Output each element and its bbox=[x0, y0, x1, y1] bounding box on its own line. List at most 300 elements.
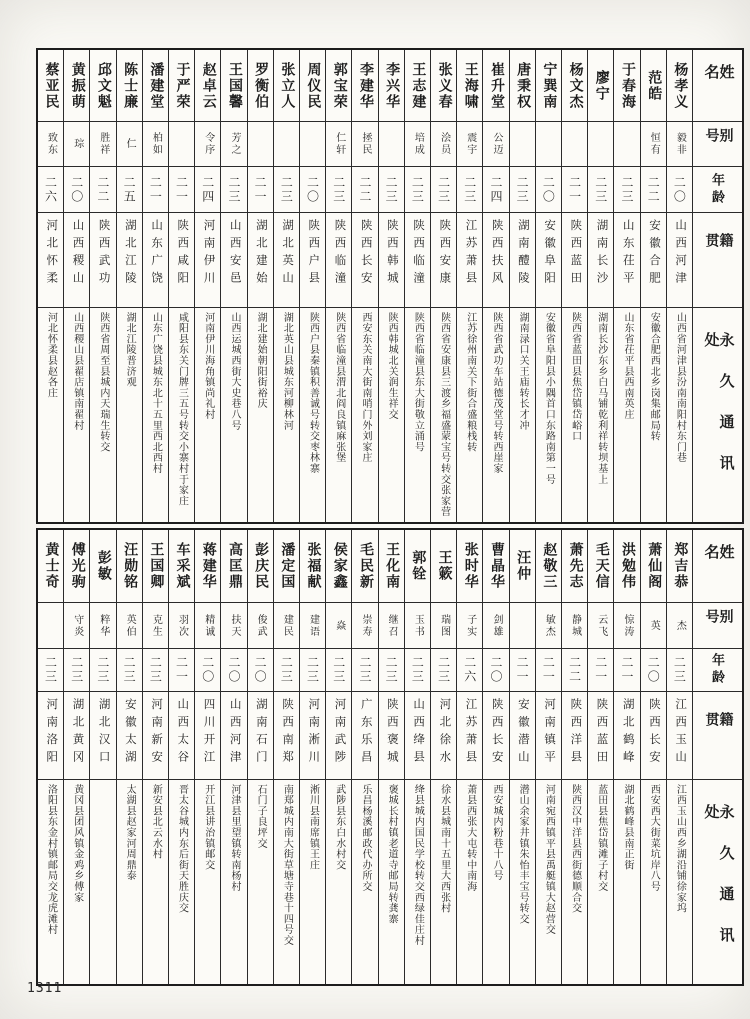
name-cell bbox=[169, 50, 194, 122]
alias-cell bbox=[457, 122, 482, 167]
age-cell bbox=[352, 167, 377, 213]
address-cell bbox=[64, 780, 89, 984]
entry-column bbox=[89, 530, 115, 984]
entry-column bbox=[38, 530, 63, 984]
name-cell bbox=[405, 530, 430, 603]
address-text: 乐昌杨溪邮政代办所交 bbox=[359, 784, 371, 892]
native-cell bbox=[483, 213, 508, 308]
alias-cell bbox=[641, 122, 666, 167]
native-text: 山西河津 bbox=[674, 219, 687, 289]
age-text: 二六 bbox=[462, 656, 477, 684]
name-text: 李建华 bbox=[357, 61, 373, 110]
entry-column bbox=[482, 530, 508, 984]
native-cell bbox=[117, 692, 142, 780]
age-cell bbox=[457, 167, 482, 213]
address-cell bbox=[352, 780, 377, 984]
native-cell bbox=[300, 213, 325, 308]
address-cell bbox=[614, 308, 639, 522]
age-cell bbox=[274, 649, 299, 692]
age-cell bbox=[510, 167, 535, 213]
address-cell bbox=[562, 780, 587, 984]
address-cell bbox=[274, 308, 299, 522]
age-text: 二二 bbox=[357, 175, 372, 204]
header-native-label: 籍贯 bbox=[703, 712, 733, 750]
alias-cell bbox=[169, 603, 194, 649]
name-cell bbox=[667, 530, 692, 603]
alias-cell bbox=[431, 122, 456, 167]
age-text: 二三 bbox=[515, 175, 530, 204]
address-cell bbox=[300, 308, 325, 522]
age-cell bbox=[379, 167, 404, 213]
age-text: 二一 bbox=[567, 175, 582, 204]
age-text: 二三 bbox=[357, 656, 372, 684]
name-cell bbox=[274, 50, 299, 122]
age-text: 二三 bbox=[462, 175, 477, 204]
age-text: 二二 bbox=[646, 175, 661, 204]
entry-column bbox=[456, 530, 482, 984]
name-text: 潘建堂 bbox=[148, 61, 164, 110]
name-cell bbox=[562, 50, 587, 122]
age-text: 二〇 bbox=[488, 656, 503, 684]
name-text: 萧先志 bbox=[567, 542, 583, 590]
address-text: 洛阳县东金村镇邮局交龙虎滩村 bbox=[45, 784, 57, 936]
address-text: 黄冈县团风镇金鸡乡傅家 bbox=[71, 784, 83, 903]
native-cell bbox=[483, 692, 508, 780]
address-cell bbox=[248, 308, 273, 522]
age-cell bbox=[221, 649, 246, 692]
native-cell bbox=[64, 213, 89, 308]
name-cell bbox=[221, 530, 246, 603]
alias-text: 令序 bbox=[202, 132, 214, 156]
native-cell bbox=[667, 692, 692, 780]
header-address-cell bbox=[693, 780, 742, 984]
address-text: 山东广饶县城东北十五里西北西村 bbox=[150, 312, 162, 474]
native-cell bbox=[431, 692, 456, 780]
entry-column bbox=[168, 50, 194, 522]
name-text: 于严荣 bbox=[174, 61, 190, 110]
header-column bbox=[692, 530, 742, 984]
name-text: 赵卓云 bbox=[200, 61, 216, 110]
address-text: 江苏徐州南关下街合盛粮栈转 bbox=[464, 312, 476, 453]
address-text: 绛县城内国民学校转交西绿佳庄村 bbox=[412, 784, 424, 946]
address-cell bbox=[352, 308, 377, 522]
native-cell bbox=[248, 213, 273, 308]
age-cell bbox=[38, 649, 63, 692]
age-text: 二三 bbox=[43, 656, 58, 684]
native-text: 陕西长安 bbox=[359, 219, 372, 289]
alias-text: 胜祥 bbox=[97, 132, 109, 156]
age-cell bbox=[431, 167, 456, 213]
name-cell bbox=[143, 530, 168, 603]
alias-text: 浍员 bbox=[438, 132, 450, 156]
header-address-cell bbox=[693, 308, 742, 522]
address-text: 河南宛西镇平县禹艇镇大赵营交 bbox=[543, 784, 555, 936]
native-cell bbox=[38, 213, 63, 308]
address-cell bbox=[562, 308, 587, 522]
address-text: 新安县北云水村 bbox=[150, 784, 162, 860]
age-cell bbox=[221, 167, 246, 213]
native-text: 安徽潜山 bbox=[516, 698, 529, 768]
age-text: 二三 bbox=[148, 656, 163, 684]
alias-text: 培成 bbox=[412, 132, 424, 156]
entry-column bbox=[378, 530, 404, 984]
address-cell bbox=[588, 308, 613, 522]
age-cell bbox=[562, 649, 587, 692]
name-text: 潘定国 bbox=[279, 542, 295, 590]
address-cell bbox=[641, 780, 666, 984]
alias-text: 建语 bbox=[307, 613, 319, 638]
native-text: 湖南石门 bbox=[254, 698, 267, 768]
age-text: 二一 bbox=[174, 175, 189, 204]
entry-column bbox=[116, 530, 142, 984]
name-cell bbox=[431, 530, 456, 603]
entry-column bbox=[351, 530, 377, 984]
alias-cell bbox=[221, 122, 246, 167]
age-cell bbox=[90, 649, 115, 692]
address-text: 陕西省临潼县渭北阎良镇麻张堡 bbox=[333, 312, 345, 464]
name-text: 周仪民 bbox=[305, 61, 321, 110]
address-cell bbox=[536, 780, 561, 984]
name-text: 蒋建华 bbox=[200, 542, 216, 590]
age-text: 二〇 bbox=[200, 656, 215, 684]
header-alias-label: 别号 bbox=[703, 609, 733, 631]
alias-text: 仁 bbox=[124, 138, 136, 150]
header-native-cell bbox=[693, 692, 742, 780]
age-text: 二三 bbox=[279, 656, 294, 684]
native-text: 陕西武功 bbox=[97, 219, 110, 289]
alias-cell bbox=[169, 122, 194, 167]
native-text: 山西稷山 bbox=[71, 219, 84, 289]
age-cell bbox=[195, 167, 220, 213]
address-cell bbox=[326, 308, 351, 522]
entry-column bbox=[63, 50, 89, 522]
name-cell bbox=[614, 530, 639, 603]
address-cell bbox=[221, 308, 246, 522]
age-cell bbox=[169, 649, 194, 692]
native-cell bbox=[510, 213, 535, 308]
alias-text: 恒有 bbox=[648, 132, 660, 156]
address-cell bbox=[38, 308, 63, 522]
alias-cell bbox=[38, 603, 63, 649]
address-cell bbox=[117, 780, 142, 984]
age-text: 二六 bbox=[43, 175, 58, 204]
address-text: 西安东关南大街南哨门外刘家庄 bbox=[359, 312, 371, 464]
entry-column bbox=[613, 530, 639, 984]
native-text: 湖北汉口 bbox=[97, 698, 110, 768]
age-cell bbox=[614, 167, 639, 213]
address-cell bbox=[536, 308, 561, 522]
age-text: 二三 bbox=[331, 656, 346, 684]
native-cell bbox=[536, 692, 561, 780]
age-cell bbox=[667, 649, 692, 692]
address-cell bbox=[169, 780, 194, 984]
alias-cell bbox=[588, 603, 613, 649]
entry-column bbox=[378, 50, 404, 522]
alias-cell bbox=[326, 122, 351, 167]
entry-column bbox=[273, 50, 299, 522]
address-cell bbox=[248, 780, 273, 984]
native-text: 四川开江 bbox=[202, 698, 215, 768]
alias-text: 芳之 bbox=[228, 132, 240, 156]
header-native-label: 籍贯 bbox=[703, 233, 733, 271]
age-text: 二三 bbox=[593, 175, 608, 204]
name-cell bbox=[483, 530, 508, 603]
native-cell bbox=[195, 213, 220, 308]
age-text: 二三 bbox=[672, 656, 687, 684]
alias-cell bbox=[641, 603, 666, 649]
age-cell bbox=[117, 167, 142, 213]
age-text: 二一 bbox=[541, 656, 556, 684]
entry-column bbox=[299, 530, 325, 984]
name-text: 于春海 bbox=[619, 61, 635, 110]
alias-cell bbox=[64, 603, 89, 649]
entry-column bbox=[640, 530, 666, 984]
alias-text: 英伯 bbox=[124, 613, 136, 638]
native-text: 陕西长安 bbox=[490, 698, 503, 768]
name-text: 宁巽南 bbox=[541, 61, 557, 110]
native-cell bbox=[352, 213, 377, 308]
age-text: 二三 bbox=[122, 656, 137, 684]
age-cell bbox=[143, 649, 168, 692]
native-cell bbox=[431, 213, 456, 308]
entry-column bbox=[351, 50, 377, 522]
age-cell bbox=[352, 649, 377, 692]
entry-column bbox=[194, 530, 220, 984]
native-text: 山西太谷 bbox=[176, 698, 189, 768]
alias-cell bbox=[300, 603, 325, 649]
name-text: 唐秉权 bbox=[515, 61, 531, 110]
alias-text: 粹华 bbox=[97, 613, 109, 638]
header-name-label: 姓名 bbox=[702, 64, 734, 95]
age-text: 二〇 bbox=[672, 175, 687, 204]
native-text: 安徽合肥 bbox=[647, 219, 660, 289]
alias-text: 子实 bbox=[464, 613, 476, 638]
header-address-label: 永久通讯处 bbox=[702, 332, 734, 496]
entry-column bbox=[587, 50, 613, 522]
alias-text: 克生 bbox=[150, 613, 162, 638]
age-cell bbox=[195, 649, 220, 692]
name-cell bbox=[117, 530, 142, 603]
address-text: 河南伊川海角镇尚礼村 bbox=[202, 312, 214, 420]
address-cell bbox=[90, 780, 115, 984]
native-cell bbox=[352, 692, 377, 780]
address-text: 石门子良坪交 bbox=[255, 784, 267, 849]
name-cell bbox=[457, 530, 482, 603]
name-text: 郑吉恭 bbox=[672, 542, 688, 590]
alias-text: 毅非 bbox=[674, 132, 686, 156]
header-name-label: 姓名 bbox=[702, 544, 734, 575]
age-cell bbox=[641, 167, 666, 213]
age-cell bbox=[405, 167, 430, 213]
native-text: 山西河津 bbox=[228, 698, 241, 768]
native-text: 江西玉山 bbox=[674, 698, 687, 768]
native-cell bbox=[221, 213, 246, 308]
entry-column bbox=[116, 50, 142, 522]
native-text: 江苏萧县 bbox=[464, 219, 477, 289]
age-cell bbox=[483, 649, 508, 692]
native-text: 河南新安 bbox=[150, 698, 163, 768]
alias-cell bbox=[510, 603, 535, 649]
alias-text: 云飞 bbox=[595, 613, 607, 638]
header-age-cell bbox=[693, 167, 742, 213]
age-cell bbox=[588, 167, 613, 213]
age-text: 二一 bbox=[148, 175, 163, 204]
entry-column bbox=[456, 50, 482, 522]
alias-cell bbox=[457, 603, 482, 649]
native-text: 山东茌平 bbox=[621, 219, 634, 289]
alias-cell bbox=[300, 122, 325, 167]
age-text: 二〇 bbox=[69, 175, 84, 204]
alias-text: 杰 bbox=[674, 619, 686, 632]
header-alias-label: 别号 bbox=[703, 128, 733, 150]
native-cell bbox=[614, 213, 639, 308]
address-text: 陕西省武功车站德茂堂号转西崖家 bbox=[490, 312, 502, 474]
header-name-cell bbox=[693, 530, 742, 603]
name-cell bbox=[379, 50, 404, 122]
age-cell bbox=[510, 649, 535, 692]
native-text: 陕西蓝田 bbox=[569, 219, 582, 289]
native-text: 陕西咸阳 bbox=[176, 219, 189, 289]
native-text: 湖北鹤峰 bbox=[621, 698, 634, 768]
address-cell bbox=[300, 780, 325, 984]
entry-column bbox=[613, 50, 639, 522]
alias-cell bbox=[143, 122, 168, 167]
name-text: 车采斌 bbox=[174, 542, 190, 590]
native-cell bbox=[195, 692, 220, 780]
native-cell bbox=[326, 213, 351, 308]
name-cell bbox=[248, 530, 273, 603]
native-cell bbox=[562, 692, 587, 780]
native-cell bbox=[274, 213, 299, 308]
alias-text: 致东 bbox=[45, 132, 57, 156]
alias-cell bbox=[405, 603, 430, 649]
age-text: 二五 bbox=[122, 175, 137, 204]
native-text: 山西安邑 bbox=[228, 219, 241, 289]
header-age-label: 年龄 bbox=[710, 172, 725, 207]
entry-column bbox=[509, 50, 535, 522]
alias-cell bbox=[588, 122, 613, 167]
alias-cell bbox=[614, 122, 639, 167]
address-cell bbox=[457, 308, 482, 522]
address-text: 陕西省临潼县东大街敬立涌号 bbox=[412, 312, 424, 453]
name-text: 毛民新 bbox=[357, 542, 373, 590]
alias-cell bbox=[117, 603, 142, 649]
native-cell bbox=[614, 692, 639, 780]
alias-text: 仁轩 bbox=[333, 132, 345, 156]
alias-text: 守炎 bbox=[71, 613, 83, 638]
address-text: 湖南长沙东乡白马铺乾利祥转坝基上 bbox=[595, 312, 607, 485]
native-text: 陕西临潼 bbox=[412, 219, 425, 289]
native-cell bbox=[379, 213, 404, 308]
age-text: 二四 bbox=[200, 175, 215, 204]
name-cell bbox=[221, 50, 246, 122]
age-text: 二三 bbox=[436, 175, 451, 204]
native-cell bbox=[641, 692, 666, 780]
address-text: 武陟县东白水村交 bbox=[333, 784, 345, 871]
alias-text: 惊涛 bbox=[621, 613, 633, 638]
address-text: 山西省河津县汾南南阳村东门巷 bbox=[674, 312, 686, 464]
age-cell bbox=[562, 167, 587, 213]
native-text: 山西绛县 bbox=[412, 698, 425, 768]
alias-cell bbox=[510, 122, 535, 167]
name-cell bbox=[379, 530, 404, 603]
alias-cell bbox=[90, 603, 115, 649]
address-text: 陕西省蓝田县焦岱镇岱峪口 bbox=[569, 312, 581, 442]
age-cell bbox=[588, 649, 613, 692]
age-text: 二一 bbox=[253, 175, 268, 204]
alias-cell bbox=[379, 122, 404, 167]
native-cell bbox=[143, 692, 168, 780]
name-text: 蔡亚民 bbox=[43, 61, 59, 110]
alias-cell bbox=[195, 122, 220, 167]
native-cell bbox=[588, 692, 613, 780]
name-text: 曹晶华 bbox=[488, 542, 504, 590]
name-text: 廖宁 bbox=[593, 69, 609, 102]
entry-column bbox=[325, 530, 351, 984]
native-text: 河南洛阳 bbox=[45, 698, 58, 768]
age-text: 二三 bbox=[384, 656, 399, 684]
age-text: 二三 bbox=[410, 656, 425, 684]
address-text: 湖北英山县城东河柳林河 bbox=[281, 312, 293, 431]
header-column bbox=[692, 50, 742, 522]
alias-cell bbox=[248, 122, 273, 167]
alias-text: 琮 bbox=[71, 138, 83, 150]
alias-text: 崇寿 bbox=[359, 613, 371, 638]
name-cell bbox=[588, 530, 613, 603]
entry-column bbox=[273, 530, 299, 984]
name-text: 赵敬三 bbox=[541, 542, 557, 590]
age-text: 二〇 bbox=[646, 656, 661, 684]
alias-cell bbox=[405, 122, 430, 167]
age-cell bbox=[248, 649, 273, 692]
address-cell bbox=[405, 308, 430, 522]
alias-text: 继召 bbox=[386, 613, 398, 638]
alias-text: 拯民 bbox=[359, 132, 371, 156]
native-text: 陕西安康 bbox=[438, 219, 451, 289]
name-cell bbox=[90, 50, 115, 122]
name-cell bbox=[510, 530, 535, 603]
name-cell bbox=[405, 50, 430, 122]
name-cell bbox=[431, 50, 456, 122]
entry-column bbox=[89, 50, 115, 522]
address-cell bbox=[431, 308, 456, 522]
name-text: 陈士廉 bbox=[122, 61, 138, 110]
native-cell bbox=[300, 692, 325, 780]
address-cell bbox=[195, 308, 220, 522]
alias-cell bbox=[483, 603, 508, 649]
native-cell bbox=[405, 692, 430, 780]
entry-column bbox=[587, 530, 613, 984]
name-text: 王化南 bbox=[384, 542, 400, 590]
alias-cell bbox=[562, 603, 587, 649]
alias-text: 公迈 bbox=[490, 132, 502, 156]
entry-column bbox=[194, 50, 220, 522]
native-cell bbox=[667, 213, 692, 308]
address-cell bbox=[457, 780, 482, 984]
address-cell bbox=[195, 780, 220, 984]
entry-column bbox=[325, 50, 351, 522]
native-cell bbox=[641, 213, 666, 308]
address-cell bbox=[64, 308, 89, 522]
address-cell bbox=[614, 780, 639, 984]
alias-cell bbox=[38, 122, 63, 167]
native-cell bbox=[510, 692, 535, 780]
address-text: 山东省茌平县西南英庄 bbox=[621, 312, 633, 420]
age-cell bbox=[64, 649, 89, 692]
native-text: 陕西扶风 bbox=[490, 219, 503, 289]
address-text: 陕西省安康县三渡乡福盛蒙宝号转交张家营 bbox=[438, 312, 450, 518]
name-text: 彭敏 bbox=[95, 550, 111, 582]
